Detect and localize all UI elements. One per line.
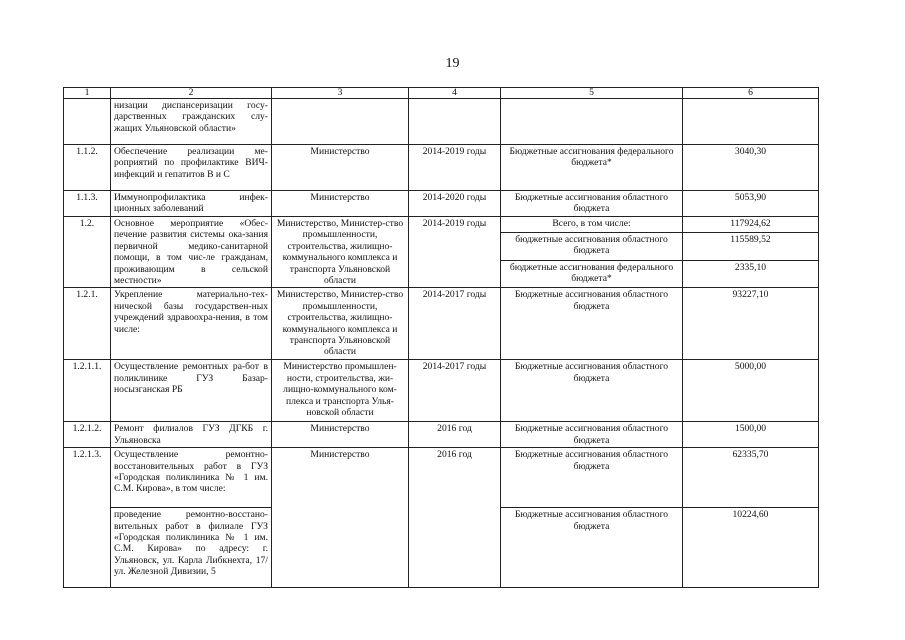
activity-name: Обеспечение реализации ме-роприятий по профилактике ВИЧ-инфекций и гепатитов В и С xyxy=(111,145,272,191)
period: 2014-2019 годы xyxy=(409,145,501,191)
program-activities-table xyxy=(63,87,819,588)
amount: 1500,00 xyxy=(683,422,819,448)
amount: 62335,70 xyxy=(683,448,819,508)
period: 2014-2017 годы xyxy=(409,288,501,360)
funding-source: Бюджетные ассигнования областного бюджета xyxy=(501,422,683,448)
executor: Министерство xyxy=(272,191,409,217)
row-number: 1.2.1.1. xyxy=(64,360,111,422)
sub-activity-name: проведение ремонтно-восстано-вительных работ в филиале ГУЗ «Городская поликлиника № 1 им. С.М. Кирова» по адресу: г. Ульяновск, ул. Карла Либкнехта, 17/ул. Железной Дивизии, 5 xyxy=(111,508,272,588)
funding-source: Всего, в том числе: xyxy=(501,217,683,233)
amount: 5053,90 xyxy=(683,191,819,217)
column-header-3: 3 xyxy=(272,88,409,99)
funding-source: Бюджетные ассигнования областного бюджета xyxy=(501,508,683,588)
funding-source: бюджетные ассигнования федерального бюджета* xyxy=(501,260,683,288)
table-row xyxy=(64,288,819,360)
column-header-4: 4 xyxy=(409,88,501,99)
period: 2014-2017 годы xyxy=(409,360,501,422)
page-number: 19 xyxy=(445,56,460,71)
amount: 3040,30 xyxy=(683,145,819,191)
row-number: 1.2.1.2. xyxy=(64,422,111,448)
table-row xyxy=(64,448,819,508)
activity-name: низации диспансеризации госу-дарственных гражданских слу-жащих Ульяновской области» xyxy=(111,99,272,145)
column-header-1: 1 xyxy=(64,88,111,99)
amount xyxy=(683,99,819,145)
row-number xyxy=(64,99,111,145)
funding-source xyxy=(501,99,683,145)
row-number: 1.2. xyxy=(64,217,111,288)
executor xyxy=(272,99,409,145)
funding-source: Бюджетные ассигнования федерального бюджета* xyxy=(501,145,683,191)
executor: Министерство xyxy=(272,422,409,448)
table-row xyxy=(64,145,819,191)
executor: Министерство, Министер-ство промышленности, строительства, жилищно-коммунального комплекса и транспорта Ульяновской области xyxy=(272,217,409,288)
activity-name: Иммунопрофилактика инфек-ционных заболеваний xyxy=(111,191,272,217)
activity-name: Ремонт филиалов ГУЗ ДГКБ г. Ульяновска xyxy=(111,422,272,448)
table-row xyxy=(64,360,819,422)
funding-source: Бюджетные ассигнования областного бюджета xyxy=(501,360,683,422)
executor: Министерство промышлен-ности, строительства, жи-лищно-коммунального ком-плекса и транспорта Улья-новской области xyxy=(272,360,409,422)
table-header-row xyxy=(64,88,819,99)
row-number: 1.2.1.3. xyxy=(64,448,111,588)
amount: 10224,60 xyxy=(683,508,819,588)
column-header-2: 2 xyxy=(111,88,272,99)
funding-source: Бюджетные ассигнования областного бюджета xyxy=(501,288,683,360)
activity-name: Укрепление материально-тех-нической базы государствен-ных учреждений здравоохра-нения, в том числе: xyxy=(111,288,272,360)
executor: Министерство xyxy=(272,145,409,191)
amount: 5000,00 xyxy=(683,360,819,422)
row-number: 1.2.1. xyxy=(64,288,111,360)
table-row xyxy=(64,191,819,217)
funding-source: бюджетные ассигнования областного бюджета xyxy=(501,232,683,260)
funding-source: Бюджетные ассигнования областного бюджета xyxy=(501,448,683,508)
period xyxy=(409,99,501,145)
activity-name: Осуществление ремонтно-восстановительных работ в ГУЗ «Городская поликлиника № 1 им. С.М. Кирова», в том числе: xyxy=(111,448,272,508)
period: 2014-2019 годы xyxy=(409,217,501,288)
period: 2014-2020 годы xyxy=(409,191,501,217)
column-header-5: 5 xyxy=(501,88,683,99)
amount: 93227,10 xyxy=(683,288,819,360)
table-row xyxy=(64,217,819,233)
amount: 115589,52 xyxy=(683,232,819,260)
column-header-6: 6 xyxy=(683,88,819,99)
row-number: 1.1.2. xyxy=(64,145,111,191)
executor: Министерство xyxy=(272,448,409,588)
period: 2016 год xyxy=(409,422,501,448)
activity-name: Основное мероприятие «Обес-печение развития системы ока-зания первичной медико-санитарной помощи, в том чис-ле гражданам, проживающим в сельской местности» xyxy=(111,217,272,288)
activity-name: Осуществление ремонтных ра-бот в поликлинике ГУЗ Базар-носызганская РБ xyxy=(111,360,272,422)
amount: 117924,62 xyxy=(683,217,819,233)
period: 2016 год xyxy=(409,448,501,588)
table-row xyxy=(64,99,819,145)
amount: 2335,10 xyxy=(683,260,819,288)
row-number: 1.1.3. xyxy=(64,191,111,217)
executor: Министерство, Министер-ство промышленности, строительства, жилищно-коммунального комплекса и транспорта Ульяновской области xyxy=(272,288,409,360)
table-row xyxy=(64,422,819,448)
funding-source: Бюджетные ассигнования областного бюджета xyxy=(501,191,683,217)
